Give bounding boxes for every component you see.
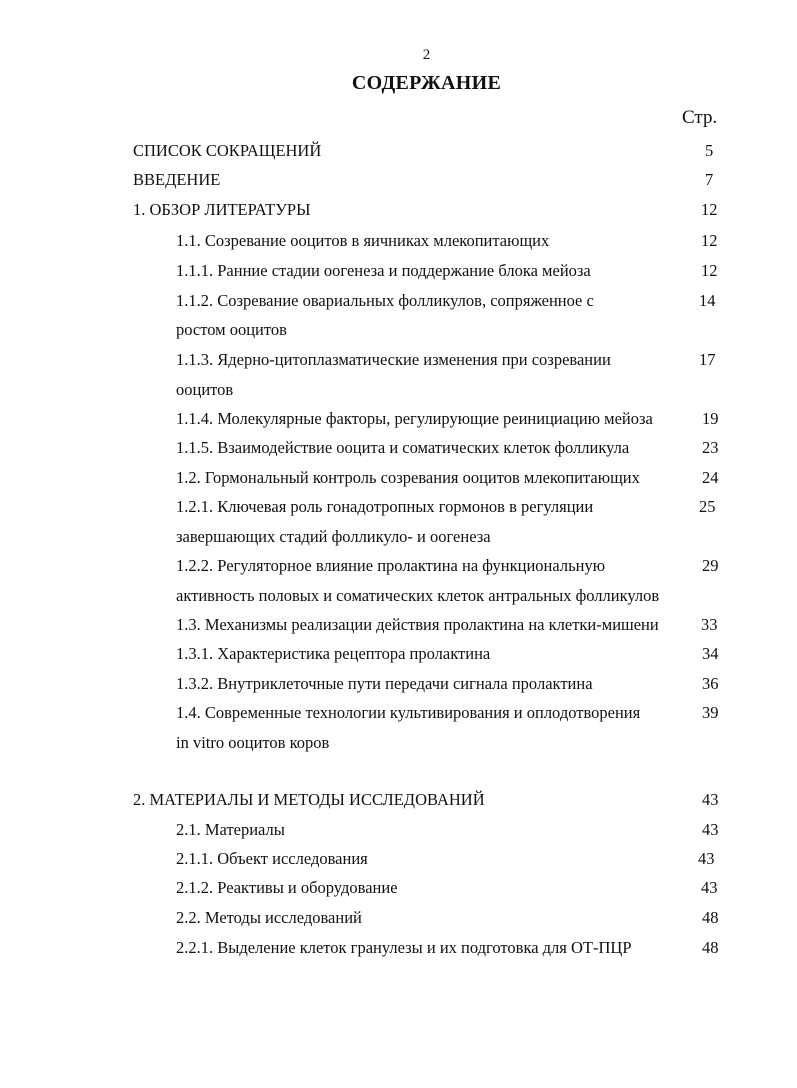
toc-entry-page: 17 [699, 350, 716, 369]
toc-entry-title: 1.3.1. Характеристика рецептора пролактина [176, 644, 491, 663]
toc-entry-title: 1. ОБЗОР ЛИТЕРАТУРЫ [133, 200, 311, 219]
toc-entry-page: 33 [701, 615, 718, 634]
toc-entry-title: 1.1.3. Ядерно-цитоплазматические изменения при созревании [176, 350, 611, 369]
toc-entry-page: 12 [701, 231, 718, 250]
toc-entry-page: 24 [702, 468, 719, 487]
toc-entry-title: 2.1. Материалы [176, 820, 285, 839]
toc-entry-continuation: ооцитов [176, 380, 234, 399]
toc-entry-title: 1.1.2. Созревание овариальных фолликулов, сопряженное с [176, 291, 594, 310]
toc-entry-title: 1.3. Механизмы реализации действия пролактина на клетки-мишени [176, 615, 659, 634]
toc-entry-title: 2. МАТЕРИАЛЫ И МЕТОДЫ ИССЛЕДОВАНИЙ [133, 790, 485, 809]
toc-entry-title: 1.2. Гормональный контроль созревания ооцитов млекопитающих [176, 468, 640, 487]
toc-entry-continuation: завершающих стадий фолликуло- и оогенеза [176, 527, 491, 546]
toc-entry-page: 39 [702, 703, 719, 722]
toc-entry-page: 7 [705, 170, 714, 189]
toc-entry-title: 2.1.2. Реактивы и оборудование [176, 878, 398, 897]
page-title: СОДЕРЖАНИЕ [351, 72, 502, 94]
toc-entry-title: 2.1.1. Объект исследования [176, 849, 368, 868]
toc-entry-title: ВВЕДЕНИЕ [133, 170, 221, 189]
toc-entry-continuation: in vitro ооцитов коров [176, 733, 330, 752]
toc-entry-page: 43 [701, 878, 718, 897]
toc-entry-title: 1.1.4. Молекулярные факторы, регулирующие реинициацию мейоза [176, 409, 653, 428]
toc-entry-page: 12 [701, 200, 718, 219]
toc-entry-page: 36 [702, 674, 719, 693]
toc-entry-title: СПИСОК СОКРАЩЕНИЙ [133, 141, 322, 160]
toc-entry-continuation: ростом ооцитов [176, 320, 287, 339]
toc-entry-title: 2.2.1. Выделение клеток гранулезы и их подготовка для ОТ-ПЦР [176, 938, 632, 957]
toc-entry-continuation: активность половых и соматических клеток антральных фолликулов [176, 586, 660, 605]
toc-entry-title: 1.2.2. Регуляторное влияние пролактина на функциональную [176, 556, 606, 575]
toc-entry-page: 5 [705, 141, 714, 160]
toc-entry-title: 1.4. Современные технологии культивирования и оплодотворения [176, 703, 641, 722]
toc-entry-title: 1.1.5. Взаимодействие ооцита и соматических клеток фолликула [176, 438, 630, 457]
toc-entry-page: 29 [702, 556, 719, 575]
toc-entry-title: 2.2. Методы исследований [176, 908, 362, 927]
toc-entry-page: 23 [702, 438, 719, 457]
toc-entry-page: 48 [702, 938, 719, 957]
page-number: 2 [422, 47, 431, 63]
toc-entry-page: 19 [702, 409, 719, 428]
toc-entry-title: 1.2.1. Ключевая роль гонадотропных гормонов в регуляции [176, 497, 594, 516]
page-column-header: Стр. [682, 107, 718, 128]
toc-entry-page: 43 [702, 820, 719, 839]
toc-entry-page: 34 [702, 644, 719, 663]
toc-entry-page: 48 [702, 908, 719, 927]
toc-entry-page: 12 [701, 261, 718, 280]
toc-entry-title: 1.3.2. Внутриклеточные пути передачи сигнала пролактина [176, 674, 593, 693]
toc-entry-page: 43 [702, 790, 719, 809]
toc-entry-page: 14 [699, 291, 716, 310]
toc-entry-page: 43 [698, 849, 715, 868]
toc-entry-page: 25 [699, 497, 716, 516]
toc-entry-title: 1.1. Созревание ооцитов в яичниках млекопитающих [176, 231, 550, 250]
toc-entry-title: 1.1.1. Ранние стадии оогенеза и поддержание блока мейоза [176, 261, 591, 280]
